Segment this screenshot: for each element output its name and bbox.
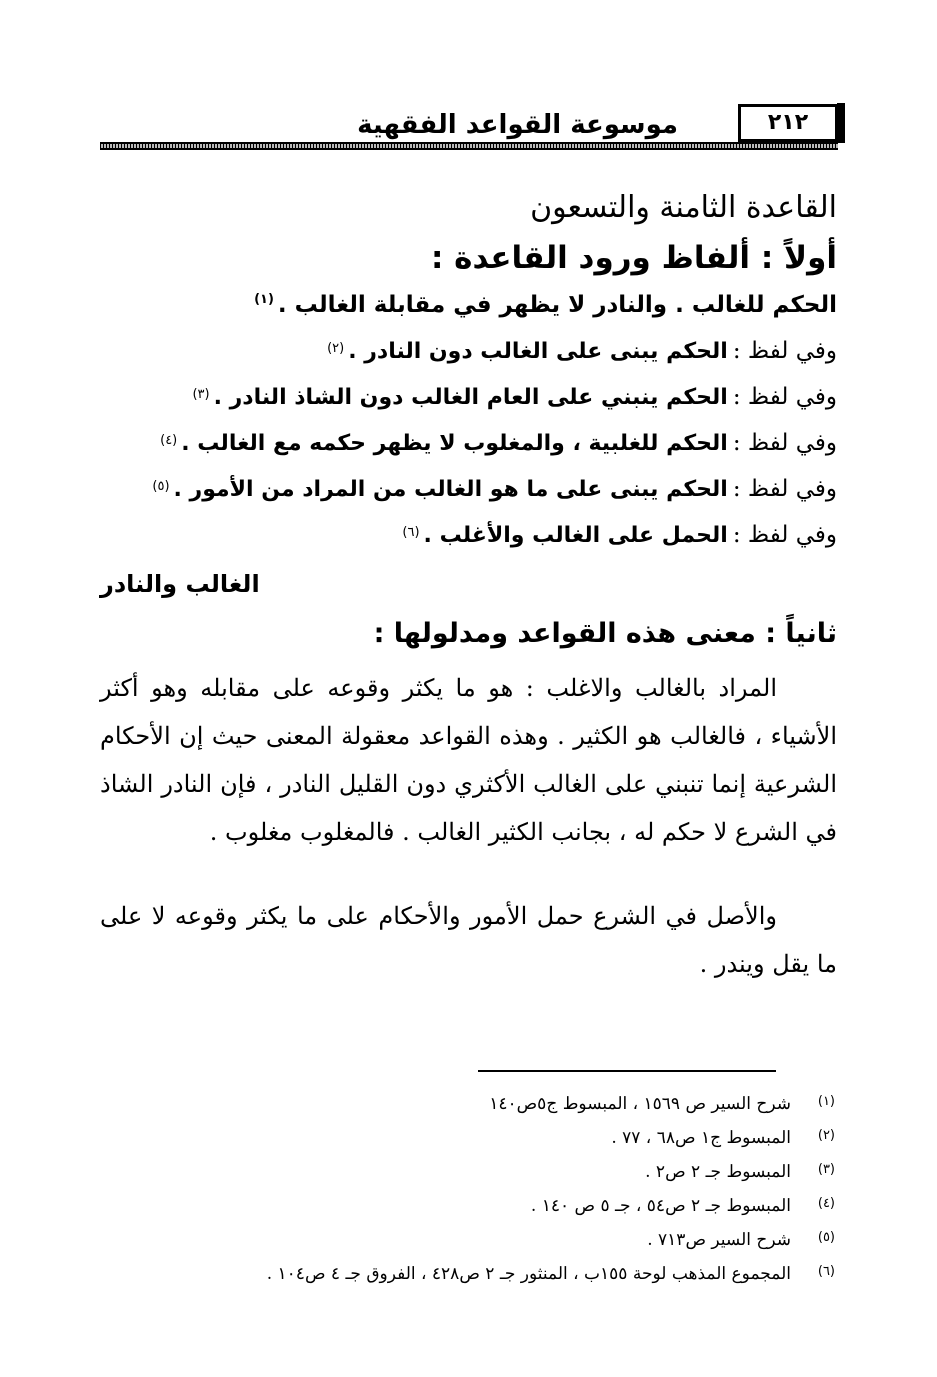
footnote-text: المبسوط ج١ ص٦٨ ، ٧٧ . (611, 1128, 791, 1148)
variant-line (152, 476, 837, 502)
variant-text: الحمل على الغالب والأغلب . (423, 523, 728, 548)
footnote (489, 1094, 835, 1114)
footnote-ref: (٤) (160, 432, 178, 448)
footnote-text: المجموع المذهب لوحة ١٥٥ب ، المنثور جـ ٢ ص٤٢٨ ، الفروق جـ ٤ ص١٠٤ . (266, 1264, 791, 1284)
main-rule (254, 292, 837, 318)
footnote-ref: (١) (254, 292, 274, 308)
variant-line (327, 338, 837, 364)
variant-prefix: وفي لفظ : (732, 476, 837, 502)
page-header (100, 104, 838, 154)
footnote-ref: (٢) (327, 340, 345, 356)
keywords-label: الغالب والنادر (100, 570, 260, 598)
footnote-number: (٤) (817, 1196, 835, 1211)
paragraph: والأصل في الشرع حمل الأمور والأحكام على ما يكثر وقوعه لا على ما يقل ويندر . (100, 902, 837, 978)
footnote-ref: (٦) (402, 524, 420, 540)
variant-prefix: وفي لفظ : (732, 430, 837, 456)
variant-text: الحكم يبنى على ما هو الغالب من المراد من الأمور . (173, 477, 728, 502)
footnote (267, 1264, 835, 1284)
footnote-number: (٢) (817, 1128, 835, 1143)
variant-text: الحكم ينبني على العام الغالب دون الشاذ النادر . (213, 385, 728, 410)
footnote-ref: (٣) (192, 386, 210, 402)
footnote (611, 1128, 835, 1148)
footnote-number: (٥) (817, 1230, 835, 1245)
footnote-number: (٦) (817, 1264, 835, 1279)
footnote-number: (٣) (817, 1162, 835, 1177)
footnote-text: المبسوط جـ ٢ ص٥٤ ، جـ ٥ ص ١٤٠ . (530, 1196, 791, 1216)
variant-text: الحكم يبنى على الغالب دون النادر . (348, 339, 728, 364)
footnote-text: شرح السير ص٧١٣ . (647, 1230, 791, 1250)
footnote-number: (١) (817, 1094, 835, 1109)
variant-prefix: وفي لفظ : (732, 522, 837, 548)
variant-prefix: وفي لفظ : (732, 338, 837, 364)
variant-line (160, 430, 837, 456)
paragraph: المراد بالغالب والاغلب : هو ما يكثر وقوعه على مقابله وهو أكثر الأشياء ، فالغالب هو الكثير . وهذه القواعد معقولة المعنى حيث إن الأحكام الشرعية إنما تنبني على الغالب الأكثري دون القليل النادر ، فإن النادر الشاذ في الشرع لا حكم له ، بجانب الكثير الغالب . فالمغلوب مغلوب . (100, 674, 837, 846)
variant-text: الحكم للغلبية ، والمغلوب لا يظهر حكمه مع الغالب . (181, 431, 728, 456)
main-rule-text: الحكم للغالب . والنادر لا يظهر في مقابلة الغالب . (277, 292, 837, 318)
page-number: ٢١٢ (738, 104, 838, 142)
footnote (645, 1162, 835, 1182)
footnote (531, 1196, 835, 1216)
header-rule (100, 142, 838, 150)
footnote-text: شرح السير ص ١٥٦٩ ، المبسوط ج٥ص١٤٠ (489, 1094, 791, 1114)
footnote-text: المبسوط جـ ٢ ص٢ . (645, 1162, 791, 1182)
rule-title: القاعدة الثامنة والتسعون (530, 190, 837, 225)
footnote-ref: (٥) (152, 478, 170, 494)
book-title: موسوعة القواعد الفقهية (357, 110, 678, 140)
footnote (647, 1230, 835, 1250)
section2-heading: ثانياً : معنى هذه القواعد ومدلولها : (373, 618, 837, 649)
variant-prefix: وفي لفظ : (732, 384, 837, 410)
section1-heading: أولاً : ألفاظ ورود القاعدة : (430, 240, 837, 276)
variant-line (402, 522, 837, 548)
variant-line (192, 384, 837, 410)
footnote-separator (478, 1070, 776, 1072)
